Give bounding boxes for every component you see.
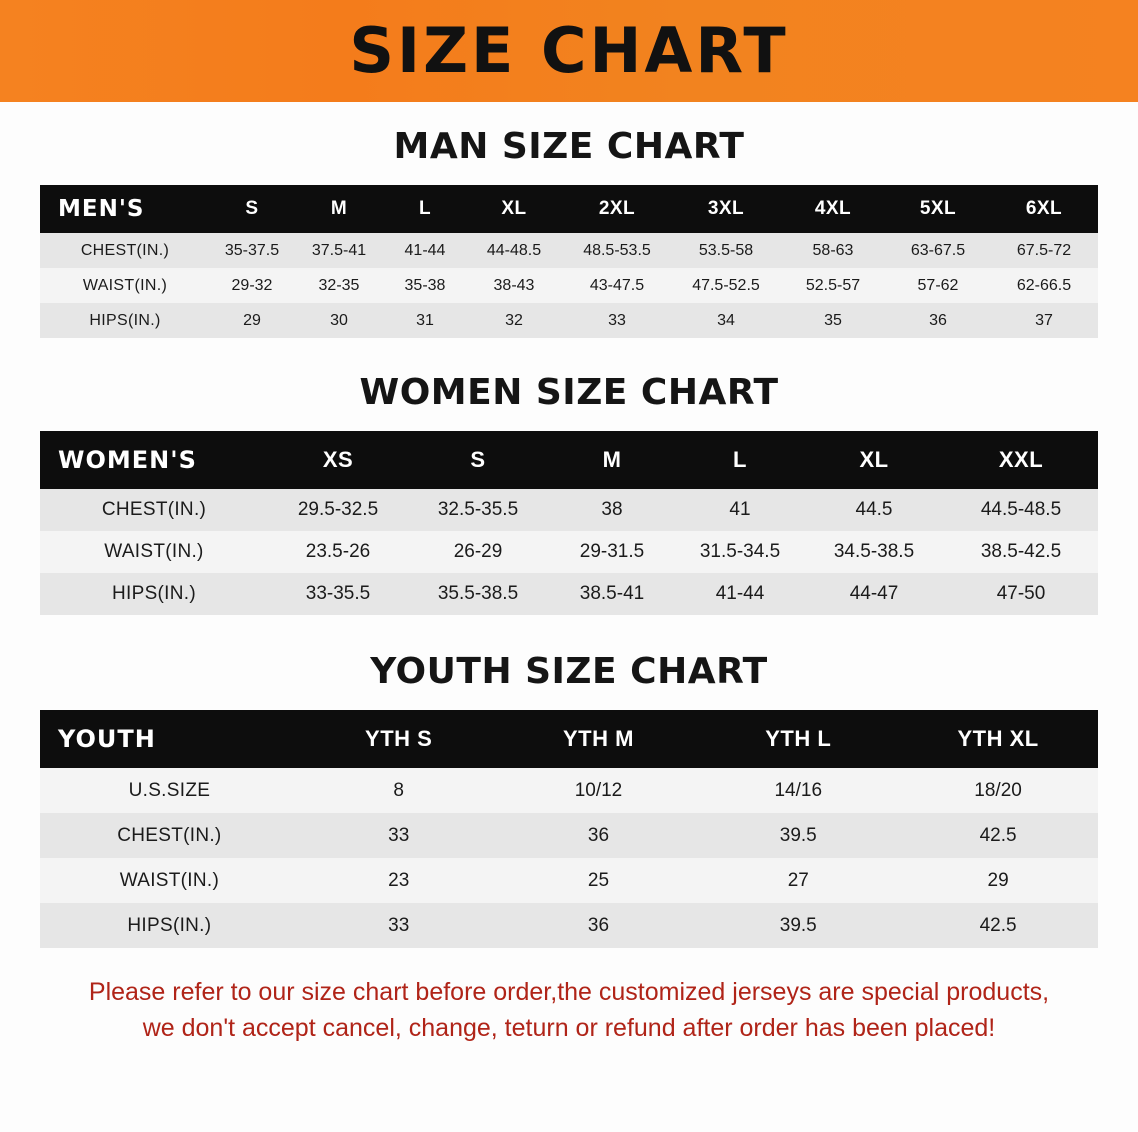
man-section-title: MAN SIZE CHART (393, 126, 745, 167)
youth-cell: 33 (388, 824, 410, 846)
page-title: SIZE CHART (349, 14, 789, 87)
youth-cell: 10/12 (574, 779, 623, 801)
table-row (40, 531, 1098, 573)
men-cell: 33 (608, 311, 626, 329)
women-size-table (40, 431, 1098, 615)
men-row-label: HIPS(IN.) (89, 311, 161, 329)
women-header-cell: XXL (998, 447, 1044, 472)
women-header-cell: L (733, 447, 747, 472)
table-row (40, 903, 1098, 948)
youth-cell: 18/20 (974, 779, 1022, 801)
youth-header-cell: YOUTH (58, 725, 156, 753)
youth-cell: 39.5 (779, 824, 817, 846)
women-cell: 32.5-35.5 (437, 499, 519, 520)
men-cell: 57-62 (917, 276, 959, 294)
man-table-wrap (0, 185, 1138, 338)
women-cell: 38.5-41 (579, 583, 645, 604)
women-cell: 29.5-32.5 (297, 499, 379, 520)
table-row (40, 489, 1098, 531)
women-header-cell: S (470, 447, 486, 472)
men-header-cell: 5XL (919, 198, 957, 219)
men-cell: 43-47.5 (589, 276, 645, 294)
women-cell: 44-47 (849, 583, 899, 604)
men-cell: 35-37.5 (224, 241, 280, 259)
men-cell: 62-66.5 (1016, 276, 1072, 294)
note-line-2: we don't accept cancel, change, teturn or refund after order has been placed! (142, 1014, 996, 1043)
table-row (40, 858, 1098, 903)
youth-header-cell: YTH M (563, 726, 634, 751)
men-cell: 37.5-41 (311, 241, 367, 259)
women-row-label: WAIST(IN.) (104, 541, 204, 562)
women-section-title: WOMEN SIZE CHART (359, 372, 779, 413)
table-row (40, 573, 1098, 615)
youth-header-cell: YTH L (765, 726, 832, 751)
men-header-cell: 2XL (598, 198, 636, 219)
youth-cell: 36 (587, 914, 610, 936)
men-size-table (40, 185, 1098, 338)
women-cell: 44.5-48.5 (980, 499, 1062, 520)
men-cell: 47.5-52.5 (692, 276, 760, 294)
women-cell: 41-44 (715, 583, 765, 604)
men-header-cell: 6XL (1025, 198, 1063, 219)
women-cell: 34.5-38.5 (833, 541, 915, 562)
youth-row-label: U.S.SIZE (128, 779, 211, 801)
women-row-label: HIPS(IN.) (112, 583, 196, 604)
table-row (40, 813, 1098, 858)
men-header-cell: 3XL (707, 198, 745, 219)
women-row-label: CHEST(IN.) (101, 499, 207, 520)
women-cell: 26-29 (453, 541, 503, 562)
men-cell: 29 (243, 311, 261, 329)
youth-cell: 29 (987, 869, 1009, 891)
youth-table-wrap (0, 710, 1138, 948)
women-table-wrap (0, 431, 1138, 615)
women-cell: 35.5-38.5 (437, 583, 519, 604)
women-cell: 41 (729, 499, 751, 520)
youth-cell: 36 (587, 824, 610, 846)
youth-cell: 39.5 (779, 914, 817, 936)
men-cell: 38-43 (493, 276, 535, 294)
youth-cell: 14/16 (774, 779, 823, 801)
women-cell: 29-31.5 (579, 541, 645, 562)
women-header-cell: WOMEN'S (58, 446, 197, 474)
men-row-label: CHEST(IN.) (80, 241, 170, 259)
table-row (40, 303, 1098, 338)
men-cell: 41-44 (404, 241, 446, 259)
table-row (40, 768, 1098, 813)
men-cell: 63-67.5 (910, 241, 966, 259)
men-cell: 52.5-57 (805, 276, 861, 294)
women-cell: 38.5-42.5 (980, 541, 1062, 562)
youth-size-table (40, 710, 1098, 948)
men-cell: 29-32 (231, 276, 273, 294)
men-cell: 67.5-72 (1016, 241, 1072, 259)
men-cell: 34 (717, 311, 735, 329)
men-header-row (40, 185, 1098, 233)
disclaimer-note (34, 974, 1104, 1047)
women-cell: 33-35.5 (305, 583, 371, 604)
women-cell: 38 (601, 499, 623, 520)
banner (0, 0, 1138, 102)
youth-cell: 27 (787, 869, 809, 891)
men-header-cell: XL (501, 198, 527, 219)
men-cell: 32 (505, 311, 523, 329)
table-row (40, 268, 1098, 303)
youth-cell: 8 (393, 779, 404, 801)
men-cell: 31 (416, 311, 434, 329)
men-header-cell: MEN'S (58, 196, 145, 222)
youth-row-label: HIPS(IN.) (127, 914, 212, 936)
youth-cell: 23 (388, 869, 410, 891)
men-header-cell: S (245, 198, 259, 219)
women-header-row (40, 431, 1098, 489)
men-cell: 37 (1035, 311, 1053, 329)
men-cell: 32-35 (318, 276, 360, 294)
women-cell: 31.5-34.5 (699, 541, 781, 562)
men-cell: 36 (929, 311, 947, 329)
youth-header-row (40, 710, 1098, 768)
youth-row-label: CHEST(IN.) (117, 824, 222, 846)
youth-header-cell: YTH XL (957, 726, 1039, 751)
table-row (40, 233, 1098, 268)
youth-cell: 33 (388, 914, 410, 936)
men-cell: 35-38 (404, 276, 446, 294)
youth-cell: 42.5 (979, 824, 1017, 846)
men-cell: 30 (330, 311, 348, 329)
women-header-cell: M (602, 447, 622, 472)
youth-row-label: WAIST(IN.) (119, 869, 220, 891)
youth-section-title: YOUTH SIZE CHART (370, 651, 768, 692)
men-header-cell: 4XL (814, 198, 852, 219)
men-cell: 53.5-58 (698, 241, 754, 259)
men-header-cell: M (330, 198, 348, 219)
women-header-cell: XS (322, 447, 354, 472)
men-cell: 44-48.5 (486, 241, 542, 259)
youth-cell: 42.5 (979, 914, 1017, 936)
men-cell: 58-63 (812, 241, 854, 259)
men-header-cell: L (418, 198, 432, 219)
youth-cell: 25 (587, 869, 610, 891)
women-header-cell: XL (859, 447, 889, 472)
youth-header-cell: YTH S (365, 726, 433, 751)
women-cell: 44.5 (855, 499, 893, 520)
men-cell: 35 (824, 311, 842, 329)
note-line-1: Please refer to our size chart before order,the customized jerseys are special products, (88, 978, 1050, 1006)
women-cell: 23.5-26 (305, 541, 371, 562)
men-cell: 48.5-53.5 (583, 241, 651, 259)
men-row-label: WAIST(IN.) (82, 276, 168, 294)
women-cell: 47-50 (996, 583, 1046, 604)
